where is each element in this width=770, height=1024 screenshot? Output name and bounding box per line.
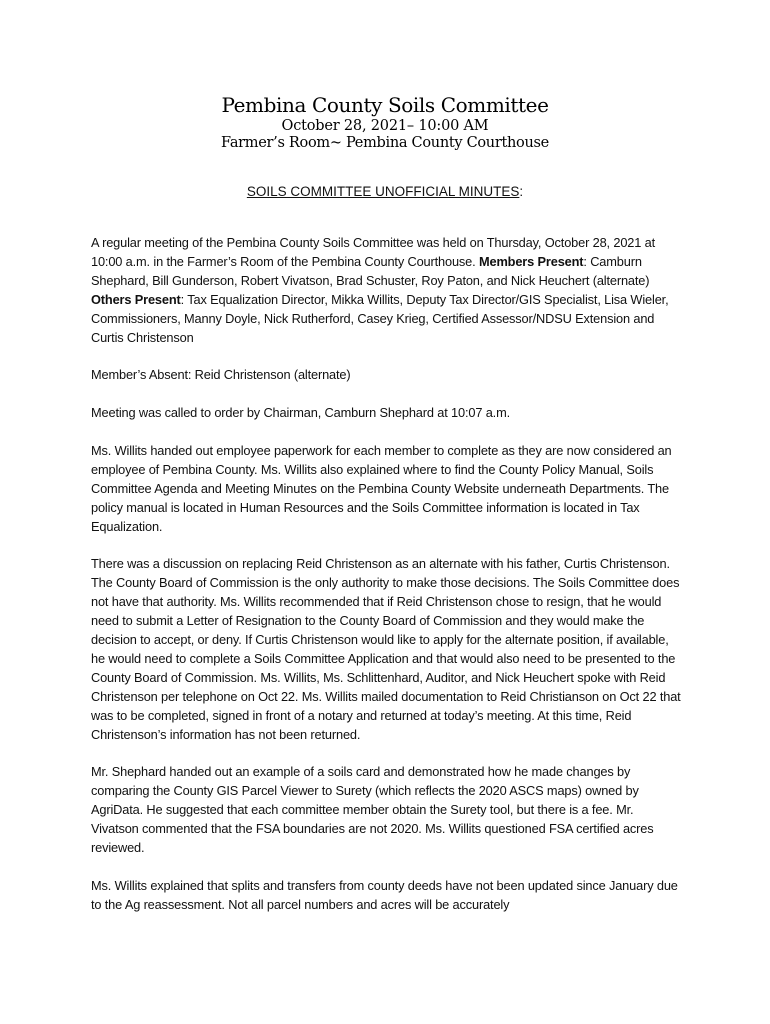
others-present-label: Others Present [91,291,181,307]
paragraph-call-to-order: Meeting was called to order by Chairman, Camburn Shephard at 10:07 a.m. [91,405,510,421]
minutes-heading [0,184,770,199]
paragraph-alternate-discussion: There was a discussion on replacing Reid Christenson as an alternate with his father, Curtis Christenson. The County Board of Commission is the only authority to make those decisions. The Soils Committee does not have that authority. Ms. Willits recommended that if Reid Christenson chose to resign, that he would need to submit a Letter of Resignation to the County Board of Commission and they would make the decision to accept, or deny. If Curtis Christenson would like to apply for the alternate position, if available, he would need to complete a Soils Committee Application and that would also need to be presented to the County Board of Commission. Ms. Willits, Ms. Schlittenhard, Auditor, and Nick Heuchert spoke with Reid Christenson per telephone on Oct 22. Ms. Willits mailed documentation to Reid Christianson on Oct 22 that was to be completed, signed in front of a notary and returned at today’s meeting. At this time, Reid Christenson’s information has not been returned. [91,556,681,742]
minutes-heading-colon: : [519,184,524,199]
minutes-heading-text: SOILS COMMITTEE UNOFFICIAL MINUTES [246,184,520,199]
paragraph-absent: Member’s Absent: Reid Christenson (alternate) [91,367,351,383]
paragraph-soils-card: Mr. Shephard handed out an example of a soils card and demonstrated how he made changes by comparing the County GIS Parcel Viewer to Surety (which reflects the 2020 ASCS maps) owned by AgriData. He suggested that each committee member obtain the Surety tool, but there is a fee. Mr. Vivatson commented that the FSA boundaries are not 2020. Ms. Willits questioned FSA certified acres reviewed. [91,764,654,855]
paragraph-splits-transfers: Ms. Willits explained that splits and transfers from county deeds have not been updated since January due to the Ag reassessment. Not all parcel numbers and acres will be accurately [91,877,678,912]
others-present-list: : Tax Equalization Director, Mikka Willits, Deputy Tax Director/GIS Specialist, Lisa Wieler, Commissioners, Manny Doyle, Nick Rutherford, Casey Krieg, Certified Assessor/NDSU Extension and Curtis Christenson [91,291,669,345]
members-present-label: Members Present [478,253,584,269]
meeting-date: October 28, 2021– 10:00 AM [281,118,489,134]
document-title: Pembina County Soils Committee [221,93,549,117]
meeting-location: Farmer’s Room~ Pembina County Courthouse [221,135,549,151]
paragraph-employee-paperwork: Ms. Willits handed out employee paperwork for each member to complete as they are now considered an employee of Pembina County. Ms. Willits also explained where to find the County Policy Manual, Soils Committee Agenda and Meeting Minutes on the Pembina County Website underneath Departments. The policy manual is located in Human Resources and the Soils Committee information is located in Tax Equalization. [91,442,672,534]
minutes-body [91,234,681,933]
paragraph-attendance [91,234,681,347]
members-present-list: : Camburn Shephard, Bill Gunderson, Robert Vivatson, Brad Schuster, Roy Paton, and Nick Heuchert (alternate) [91,253,650,288]
attendance-intro: A regular meeting of the Pembina County Soils Committee was held on Thursday, October 28, 2021 at 10:00 a.m. in the Farmer’s Room of the Pembina County Courthouse. [91,235,655,269]
